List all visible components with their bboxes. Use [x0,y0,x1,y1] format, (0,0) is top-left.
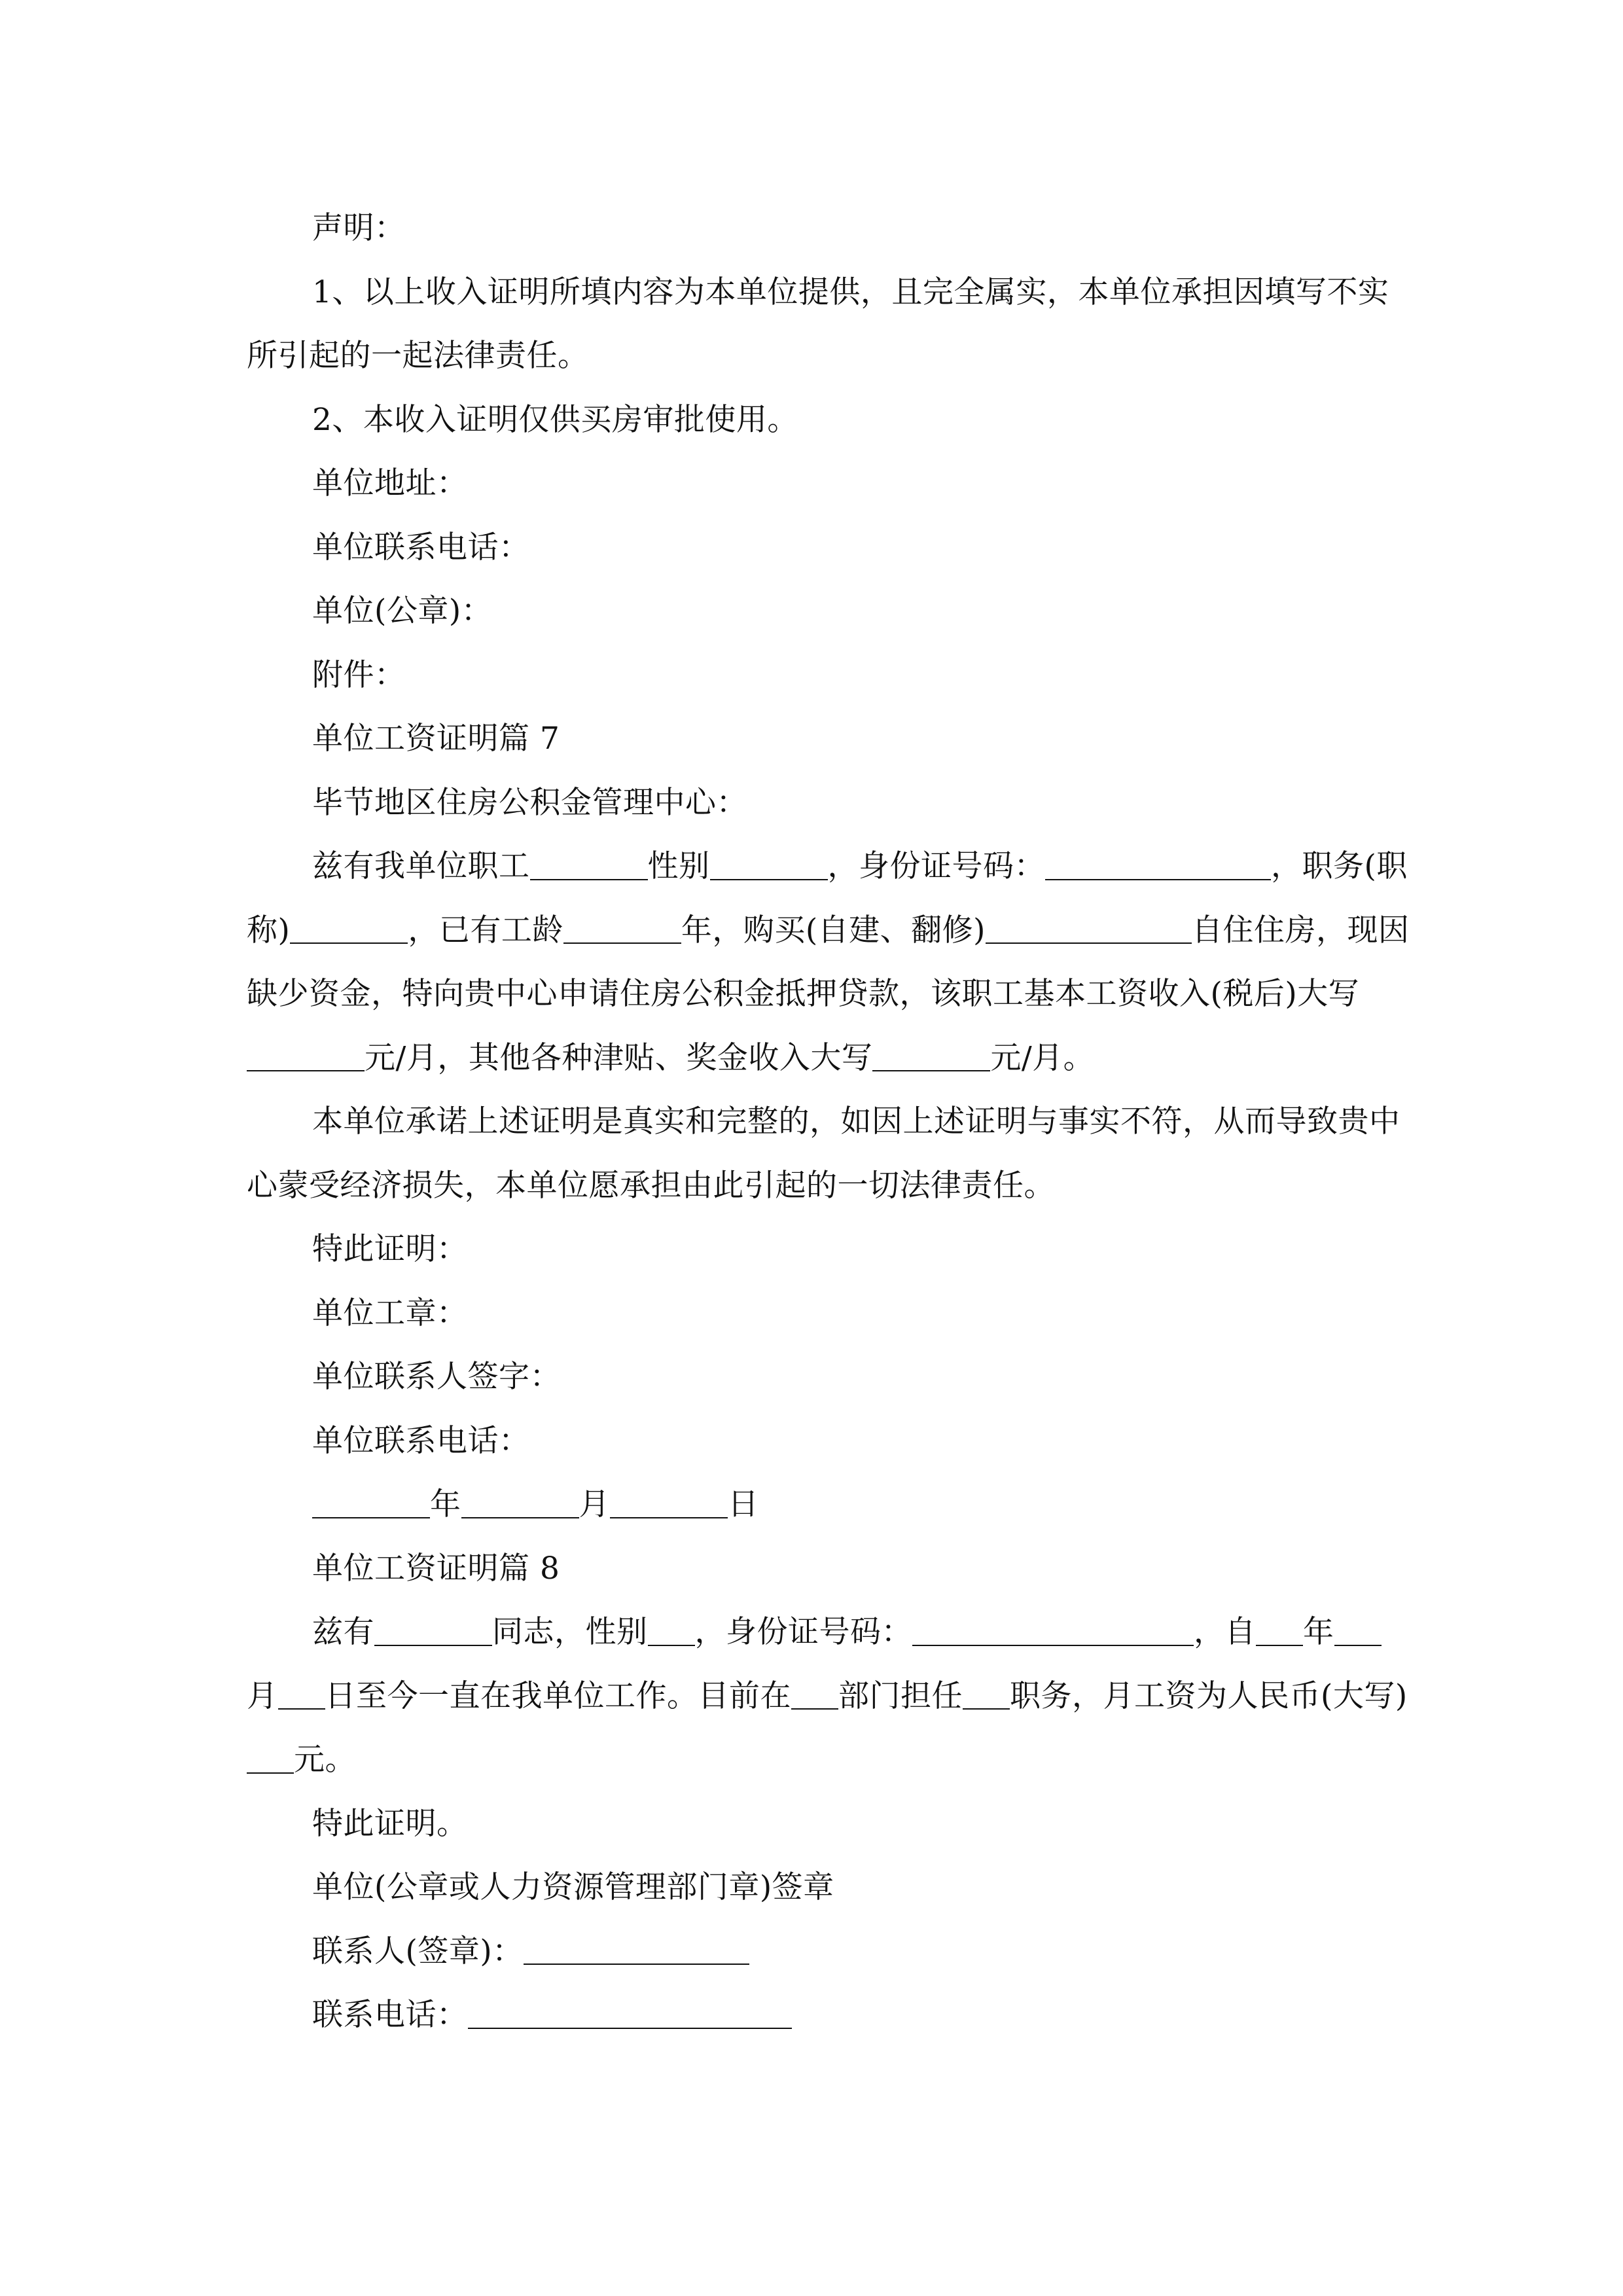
month-label: 月 [579,1486,610,1522]
p8-text-4: ，自 [1194,1614,1256,1650]
p8-text-3: ，身份证号码： [694,1614,912,1650]
unit-address-label: 单位地址： [312,465,468,501]
unit-phone-label-2: 单位联系电话： [312,1422,530,1459]
certificate-paragraph-7 [247,834,1412,1090]
p7-text-5: ，已有工龄 [408,912,563,948]
p8-text-1: 兹有 [312,1614,374,1650]
contact-line [247,1920,1412,1984]
blank-day[interactable] [610,1483,728,1518]
blank-start-month[interactable] [1334,1611,1382,1646]
attachment-label: 附件： [312,656,406,693]
p7-text-2: 性别 [647,848,710,884]
p7-text-7: 自住住房，现因缺少资金，特向贵中心申请住房公积金抵押贷款，该职工基本工资收入(税后)大写 [247,912,1410,1012]
unit-phone-label: 单位联系电话： [312,529,530,565]
year-label: 年 [430,1486,461,1522]
section-title-7: 单位工资证明篇 7 [312,721,560,757]
day-label: 日 [728,1486,759,1522]
p7-text-4: ，职务(职称) [247,848,1408,948]
certify-label: 特此证明： [312,1231,468,1267]
p8-text-6: 月 [247,1677,278,1714]
p8-text-8: 部门担任 [838,1677,963,1714]
phone-line [247,1983,1412,2047]
blank-comrade-name[interactable] [374,1611,492,1646]
certify-label-8: 特此证明。 [312,1805,468,1842]
certificate-paragraph-8 [247,1600,1412,1792]
contact-signature-label: 单位联系人签字： [312,1359,561,1395]
p8-text-5: 年 [1303,1614,1334,1650]
blank-year[interactable] [312,1483,430,1518]
p8-text-10: 元。 [294,1742,356,1778]
blank-monthly-salary[interactable] [247,1738,294,1774]
unit-seal-label: 单位(公章)： [312,593,493,629]
blank-gender[interactable] [710,845,828,880]
blank-house[interactable] [986,908,1192,944]
p7-text-3: ，身份证号码： [827,848,1045,884]
p8-text-2: 同志，性别 [492,1614,648,1650]
blank-id-number[interactable] [1045,845,1271,880]
blank-gender-8[interactable] [648,1611,695,1646]
p7-text-8: 元/月，其他各种津贴、奖金收入大写 [365,1039,873,1076]
section-title-8: 单位工资证明篇 8 [312,1550,560,1587]
blank-base-salary[interactable] [247,1036,365,1071]
statement-item-1: 1、以上收入证明所填内容为本单位提供，且完全属实，本单位承担因填写不实所引起的一起法律责任。 [247,274,1389,374]
blank-phone[interactable] [468,1994,792,2029]
blank-seniority[interactable] [563,908,681,944]
p7-text-1: 兹有我单位职工 [312,848,530,884]
date-line [247,1473,1412,1537]
p8-text-7: 日至今一直在我单位工作。目前在 [325,1677,791,1714]
promise-paragraph: 本单位承诺上述证明是真实和完整的，如因上述证明与事实不符，从而导致贵中心蒙受经济损失，本单位愿承担由此引起的一切法律责任。 [247,1103,1400,1204]
blank-title[interactable] [290,908,408,944]
blank-month[interactable] [461,1483,579,1518]
blank-position[interactable] [963,1674,1010,1710]
blank-employee-name[interactable] [530,845,648,880]
blank-bonus[interactable] [872,1036,990,1071]
p7-text-9: 元/月。 [990,1039,1095,1076]
blank-start-year[interactable] [1256,1611,1303,1646]
contact-label: 联系人(签章)： [312,1933,524,1969]
unit-stamp-label: 单位工章： [312,1295,468,1331]
document-body [247,196,1412,2047]
statement-item-2: 2、本收入证明仅供买房审批使用。 [312,401,798,438]
blank-department[interactable] [791,1674,838,1710]
phone-label: 联系电话： [312,1997,468,2033]
blank-contact[interactable] [524,1929,749,1965]
statement-heading: 声明： [312,210,406,246]
p7-text-6: 年，购买(自建、翻修) [681,912,986,948]
addressee: 毕节地区住房公积金管理中心： [312,784,747,821]
blank-id-number-8[interactable] [912,1611,1194,1646]
hr-seal-label: 单位(公章或人力资源管理部门章)签章 [312,1869,834,1905]
blank-start-day[interactable] [278,1674,325,1710]
p8-text-9: 职务，月工资为人民币(大写) [1010,1677,1408,1714]
